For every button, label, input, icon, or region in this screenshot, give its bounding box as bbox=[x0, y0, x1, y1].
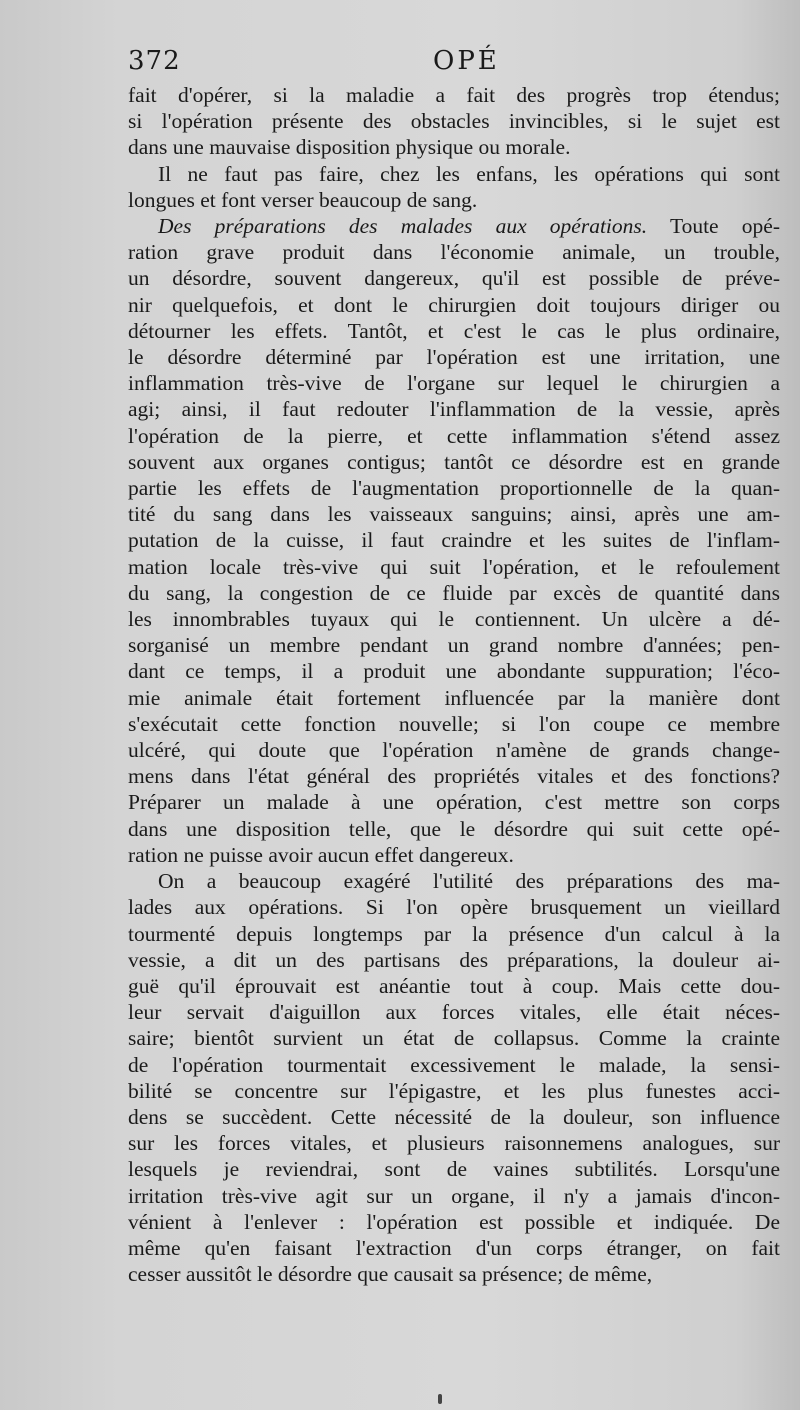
text-line: vessie, a dit un des partisans des préparations, la douleur ai- bbox=[128, 947, 780, 972]
ink-speck bbox=[438, 1394, 442, 1404]
text-line: un désordre, souvent dangereux, qu'il est possible de préve- bbox=[128, 266, 780, 291]
text-line: partie les effets de l'augmentation proportionnelle de la quan- bbox=[128, 476, 780, 501]
text-line: lades aux opérations. Si l'on opère brusquement un vieillard bbox=[128, 895, 780, 920]
text-line: ration grave produit dans l'économie animale, un trouble, bbox=[128, 240, 780, 265]
text-line: le désordre déterminé par l'opération est une irritation, une bbox=[128, 345, 780, 370]
text-line: leur servait d'aiguillon aux forces vitales, elle était néces- bbox=[128, 1000, 780, 1025]
text-line: dans une mauvaise disposition physique ou morale. bbox=[128, 135, 571, 160]
paragraph bbox=[128, 213, 780, 868]
text-line: irritation très-vive agit sur un organe, il n'y a jamais d'incon- bbox=[128, 1183, 780, 1208]
text-line: dans une disposition telle, que le désordre qui suit cette opé- bbox=[128, 816, 780, 841]
text-line: dens se succèdent. Cette nécessité de la douleur, son influence bbox=[128, 1104, 780, 1129]
text-line: détourner les effets. Tantôt, et c'est le cas le plus ordinaire, bbox=[128, 318, 780, 343]
text-line: les innombrables tuyaux qui le contiennent. Un ulcère a dé- bbox=[128, 607, 780, 632]
text-line: vénient à l'enlever : l'opération est possible et indiquée. De bbox=[128, 1209, 780, 1234]
text-line: guë qu'il éprouvait est anéantie tout à coup. Mais cette dou- bbox=[128, 973, 780, 998]
text-line: l'opération de la pierre, et cette inflammation s'étend assez bbox=[128, 423, 780, 448]
text-line: lesquels je reviendrai, sont de vaines subtilités. Lorsqu'une bbox=[128, 1157, 780, 1182]
body-text bbox=[128, 82, 780, 1287]
text-line: On a beaucoup exagéré l'utilité des préparations des ma- bbox=[158, 869, 780, 894]
paragraph bbox=[128, 868, 780, 1287]
text-line: mens dans l'état général des propriétés vitales et des fonctions? bbox=[128, 764, 780, 789]
text-line: sur les forces vitales, et plusieurs raisonnemens analogues, sur bbox=[128, 1131, 780, 1156]
text-line: ration ne puisse avoir aucun effet dangereux. bbox=[128, 842, 514, 867]
text-line: ulcéré, qui doute que l'opération n'amène de grands change- bbox=[128, 738, 780, 763]
text-line: cesser aussitôt le désordre que causait sa présence; de même, bbox=[128, 1262, 653, 1287]
running-head bbox=[128, 46, 780, 82]
text-line: de l'opération tourmentait excessivement le malade, la sensi- bbox=[128, 1052, 780, 1077]
text-line: souvent aux organes contigus; tantôt ce désordre est en grande bbox=[128, 449, 780, 474]
text-line: même qu'en faisant l'extraction d'un corps étranger, on fait bbox=[128, 1235, 780, 1260]
text-line: tité du sang dans les vaisseaux sanguins; ainsi, après une am- bbox=[128, 502, 780, 527]
text-line: mation locale très-vive qui suit l'opération, et le refoulement bbox=[128, 554, 780, 579]
running-title: OPÉ bbox=[433, 46, 500, 76]
text-line: sorganisé un membre pendant un grand nombre d'années; pen- bbox=[128, 633, 780, 658]
text-line: nir quelquefois, et dont le chirurgien doit toujours diriger ou bbox=[128, 292, 780, 317]
section-heading: Des préparations des malades aux opérations. bbox=[158, 214, 648, 239]
text-line: bilité se concentre sur l'épigastre, et les plus funestes acci- bbox=[128, 1078, 780, 1103]
text-line: dant ce temps, il a produit une abondante suppuration; l'éco- bbox=[128, 659, 780, 684]
text-line: si l'opération présente des obstacles invincibles, si le sujet est bbox=[128, 109, 780, 134]
text-line: fait d'opérer, si la maladie a fait des progrès trop étendus; bbox=[128, 83, 780, 107]
text-line: mie animale était fortement influencée par la manière dont bbox=[128, 685, 780, 710]
text-line: inflammation très-vive de l'organe sur lequel le chirurgien a bbox=[128, 371, 780, 396]
text-line: saire; bientôt survient un état de collapsus. Comme la crainte bbox=[128, 1026, 780, 1051]
text-line: putation de la cuisse, il faut craindre et les suites de l'inflam- bbox=[128, 528, 780, 553]
paragraph bbox=[128, 82, 780, 161]
text-line: tourmenté depuis longtemps par la présence d'un calcul à la bbox=[128, 921, 780, 946]
text-line: s'exécutait cette fonction nouvelle; si l'on coupe ce membre bbox=[128, 711, 780, 736]
page-number: 372 bbox=[128, 46, 181, 76]
text-line: longues et font verser beaucoup de sang. bbox=[128, 187, 478, 212]
text-line: Il ne faut pas faire, chez les enfans, les opérations qui sont bbox=[158, 161, 780, 186]
text-line: du sang, la congestion de ce fluide par excès de quantité dans bbox=[128, 580, 780, 605]
text-line: agi; ainsi, il faut redouter l'inflammation de la vessie, après bbox=[128, 397, 780, 422]
text-line: Des préparations des malades aux opérations. Toute opé- bbox=[158, 214, 780, 239]
paragraph bbox=[128, 161, 780, 213]
text-line: Préparer un malade à une opération, c'est mettre son corps bbox=[128, 790, 780, 815]
